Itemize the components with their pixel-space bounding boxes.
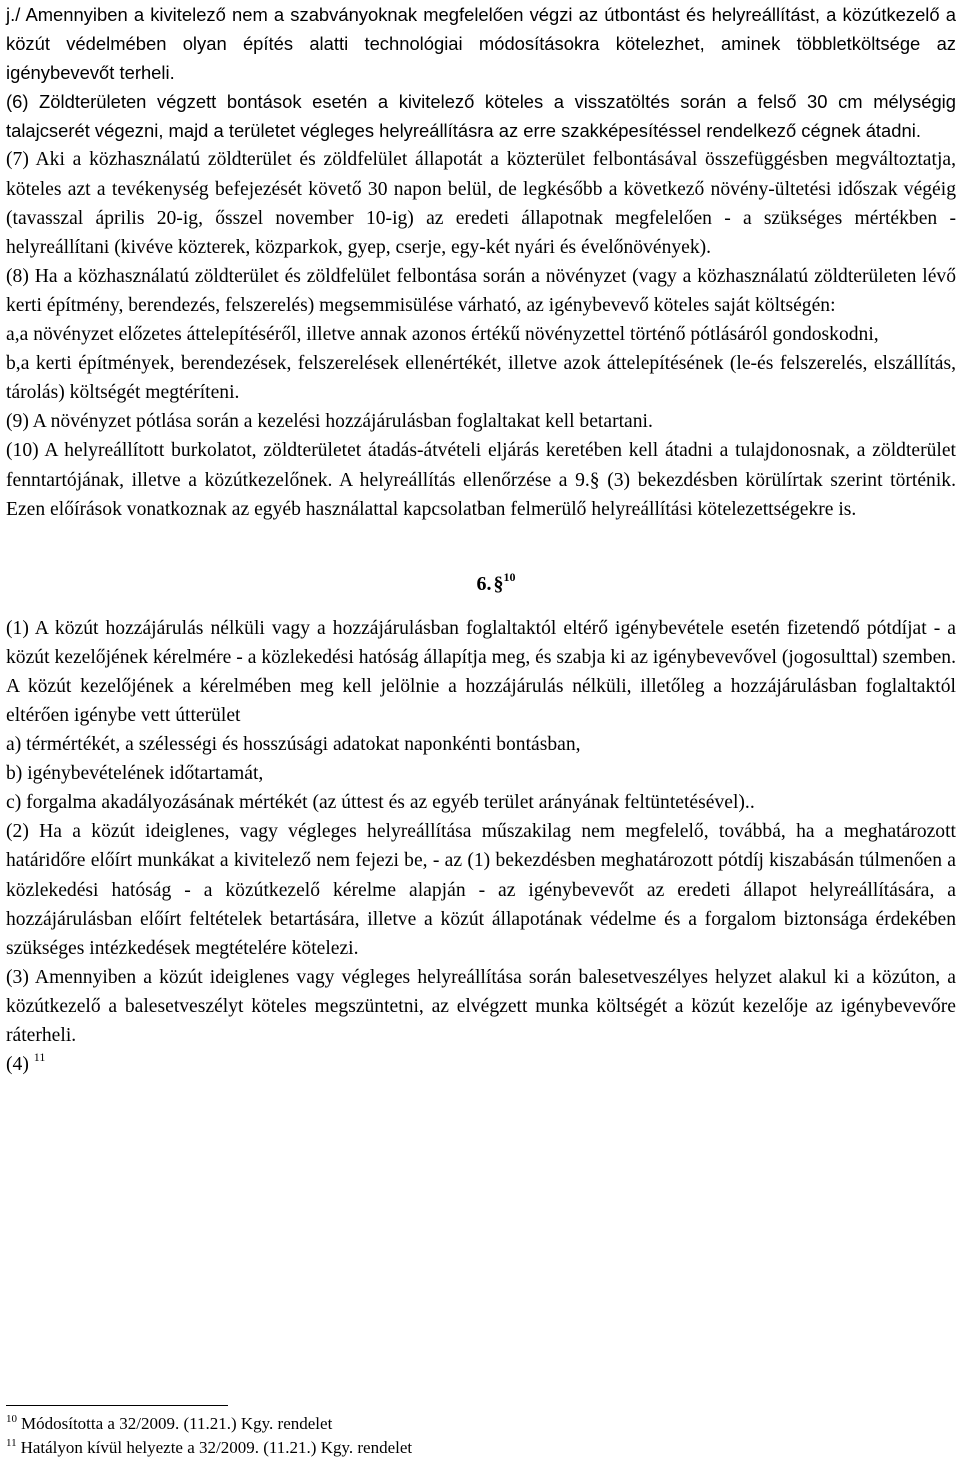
footnote-separator	[6, 1405, 228, 1406]
paragraph-8a: a,a növényzet előzetes áttelepítéséről, illetve annak azonos értékű növényzettel történő pótlásáról gondoskodni,	[6, 324, 879, 346]
footnote-11	[6, 1436, 956, 1460]
section-heading	[6, 564, 956, 604]
section6-paragraph-1: (1) A közút hozzájárulás nélküli vagy a hozzájárulásban foglaltaktól eltérő igénybevétele esetén fizetendő pótdíjat - a közút kezelőjének kérelmére - a közlekedési hatóság állapítja meg, és szabja ki az igénybevevővel (jogosulttal) szemben. A közút kezelőjének a kérelmében meg kell jelölnie a hozzájárulás nélküli, illetőleg a hozzájárulásban foglaltaktól eltérően igénybe vett útterület	[6, 617, 956, 726]
section-number: 6.	[476, 572, 492, 595]
section6-item-c: c) forgalma akadályozásának mértékét (az úttest és az egyéb terület arányának feltüntetésével)..	[6, 792, 755, 814]
section6-paragraph-3: (3) Amennyiben a közút ideiglenes vagy végleges helyreállítása során balesetveszélyes helyzet alakul ki a közúton, a közútkezelő a balesetveszélyt köteles megszüntetni, az elvégzett munka költségét a közút kezelője az igénybevevőre ráterheli.	[6, 966, 956, 1046]
paragraph-8b: b,a kerti építmények, berendezések, felszerelések ellenértékét, illetve azok áttelepítésének (le-és felszerelés, elszállítás, tárolás) költségét megtéríteni.	[6, 353, 956, 404]
section6-paragraph-4	[6, 1050, 956, 1079]
footnotes	[6, 1412, 956, 1460]
paragraph-j: j./ Amennyiben a kivitelező nem a szabványoknak megfelelően végzi az útbontást és helyreállítást, a közútkezelő a közút védelmében olyan építés alatti technológiai módosításokra kötelezhet, aminek többletköltsége az igénybevevőt terheli.	[6, 4, 956, 84]
paragraph-8: (8) Ha a közhasználatú zöldterület és zöldfelület felbontása során a növényzet (vagy a közhasználatú zöldterületen lévő kerti építmény, berendezés, felszerelés) megsemmisülése várható, az igénybevevő köteles saját költségén:	[6, 265, 956, 316]
section6-item-a: a) térmértékét, a szélességi és hosszúsági adatokat naponkénti bontásban,	[6, 734, 581, 756]
footnote-ref-11: 11	[33, 1050, 46, 1065]
footnote-number: 10	[6, 1413, 17, 1425]
paragraph-7: (7) Aki a közhasználatú zöldterület és zöldfelület állapotát a közterület felbontásával összefüggésben megváltoztatja, köteles azt a tevékenység befejezését követő 30 napon belül, de legkésőbb a következő növény-ültetési időszak végéig (tavasszal április 20-ig, ősszel november 10-ig) az eredeti állapotnak megfelelően - a szükséges mértékben - helyreállítani (kivéve közterek, közparkok, gyep, cserje, egy-két nyári és évelőnövények).	[6, 149, 956, 258]
footnote-text: Hatályon kívül helyezte a 32/2009. (11.21.) Kgy. rendelet	[20, 1438, 413, 1457]
footnote-10	[6, 1412, 956, 1436]
paragraph-9: (9) A növényzet pótlása során a kezelési hozzájárulásban foglaltakat kell betartani.	[6, 411, 653, 433]
paragraph-10: (10) A helyreállított burkolatot, zöldterületet átadás-átvételi eljárás keretében kell átadni a tulajdonosnak, a zöldterület fenntartójának, illetve a közútkezelőnek. A helyreállítás ellenőrzése a 9.§ (3) bekezdésben körülírtak szerint történik. Ezen előírások vonatkoznak az egyéb használattal kapcsolatban felmerülő helyreállítási kötelezettségekre is.	[6, 440, 956, 520]
footnote-text: Módosította a 32/2009. (11.21.) Kgy. rendelet	[21, 1414, 333, 1433]
paragraph-4-label: (4)	[6, 1054, 29, 1076]
section-symbol: §	[493, 572, 504, 595]
footnote-number: 11	[6, 1437, 17, 1449]
document-body	[6, 0, 956, 1079]
section6-paragraph-2: (2) Ha a közút ideiglenes, vagy végleges helyreállítása műszakilag nem megfelelő, továbbá, ha a meghatározott határidőre előírt munkákat a kivitelező nem fejezi be, - az (1) bekezdésben meghatározott pótdíj kiszabásán túlmenően a közlekedési hatóság - a közútkezelő kérelme alapján - az igénybevevőt az eredeti állapot helyreállítására, a hozzájárulásban előírt feltételek betartására, illetve a közút állapotának védelme és a forgalom biztonsága érdekében szükséges intézkedések megtételére kötelezi.	[6, 821, 956, 959]
section6-item-b: b) igénybevételének időtartamát,	[6, 763, 264, 785]
paragraph-6: (6) Zöldterületen végzett bontások esetén a kivitelező köteles a visszatöltés során a felső 30 cm mélységig talajcserét végezni, majd a területet végleges helyreállításra az erre szakképesítéssel rendelkező cégnek átadni.	[6, 91, 956, 142]
footnote-ref-10: 10	[503, 569, 516, 584]
